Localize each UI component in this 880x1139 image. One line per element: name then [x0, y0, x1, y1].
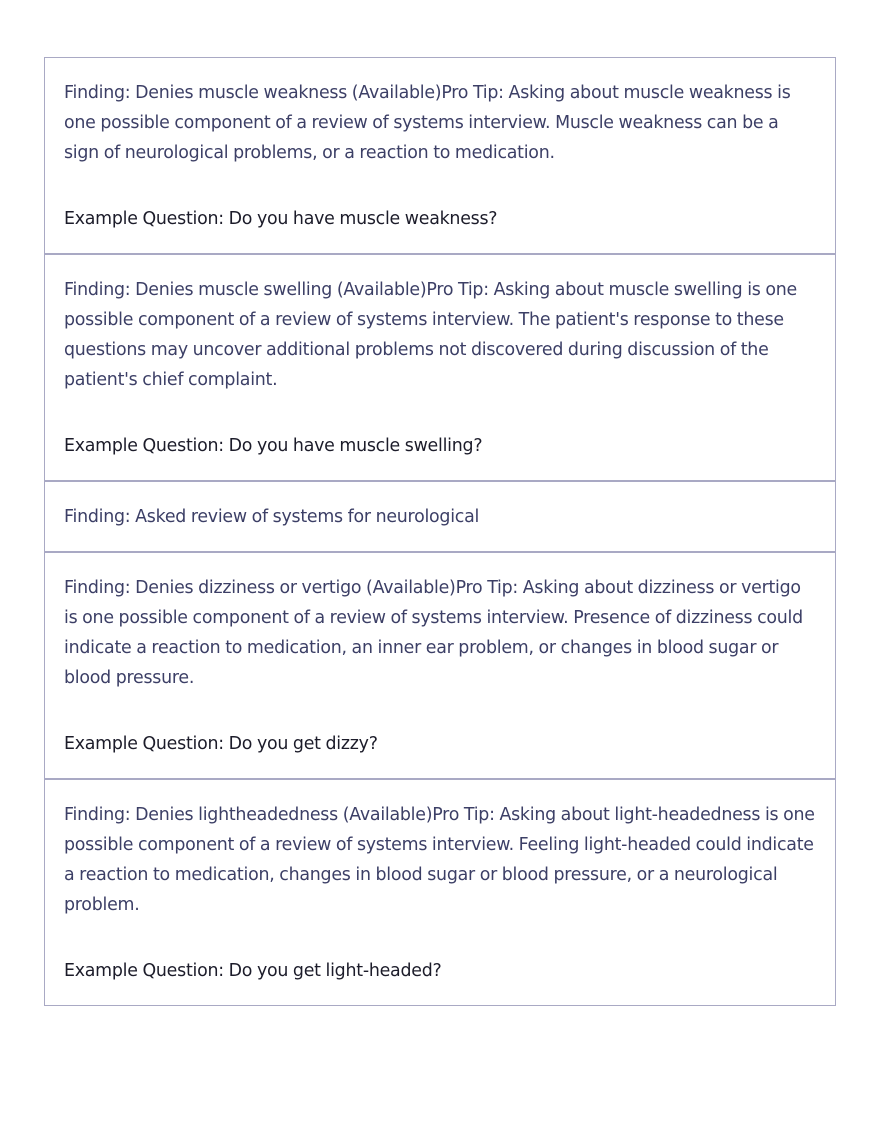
finding-row-dizziness: [45, 551, 835, 778]
finding-text: Finding: Asked review of systems for neurological: [64, 507, 480, 527]
finding-row-muscle-swelling: [45, 253, 835, 480]
finding-row-neurological-review: [45, 480, 835, 551]
example-question: Example Question: Do you get light-headed?: [64, 961, 442, 981]
example-question: Example Question: Do you get dizzy?: [64, 734, 378, 754]
example-question: Example Question: Do you have muscle swelling?: [64, 436, 483, 456]
finding-row-lightheadedness: [45, 778, 835, 1005]
example-question: Example Question: Do you have muscle weakness?: [64, 209, 498, 229]
finding-text: Finding: Denies muscle weakness (Available)Pro Tip: Asking about muscle weakness is one possible component of a review of systems interview. Muscle weakness can be a sign of neurological problems, or a reaction to medication.: [64, 83, 791, 163]
finding-text: Finding: Denies dizziness or vertigo (Available)Pro Tip: Asking about dizziness or vertigo is one possible component of a review of systems interview. Presence of dizziness could indicate a reaction to medication, an inner ear problem, or changes in blood sugar or blood pressure.: [64, 578, 803, 688]
findings-table: [44, 57, 836, 1006]
finding-text: Finding: Denies lightheadedness (Available)Pro Tip: Asking about light-headedness is one possible component of a review of systems interview. Feeling light-headed could indicate a reaction to medication, changes in blood sugar or blood pressure, or a neurological problem.: [64, 805, 815, 915]
finding-row-muscle-weakness: [45, 58, 835, 253]
finding-text: Finding: Denies muscle swelling (Available)Pro Tip: Asking about muscle swelling is one possible component of a review of systems interview. The patient's response to these questions may uncover additional problems not discovered during discussion of the patient's chief complaint.: [64, 280, 797, 390]
